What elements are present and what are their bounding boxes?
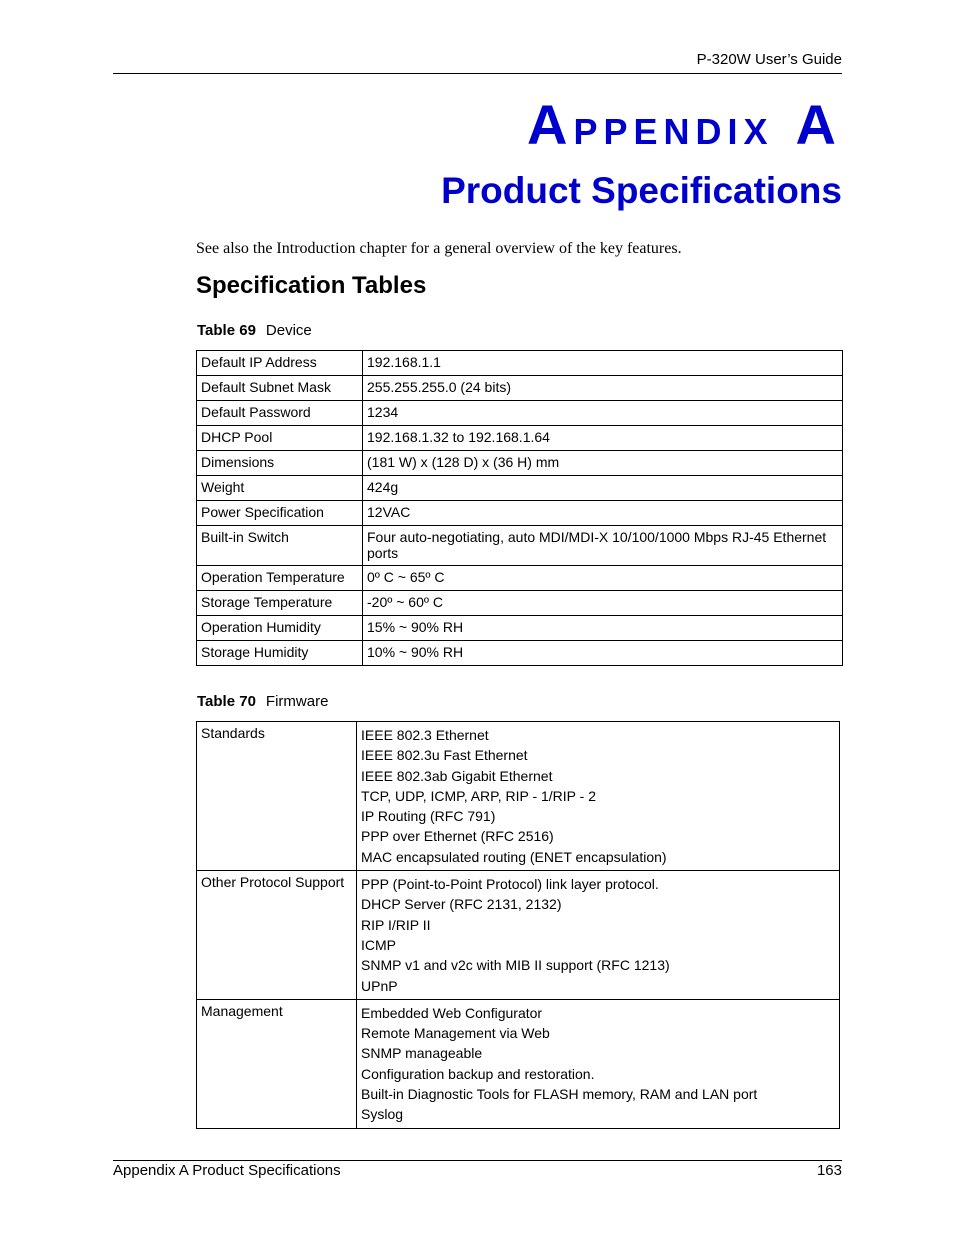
spec-value: 0º C ~ 65º C <box>363 566 843 591</box>
spec-value-item: SNMP v1 and v2c with MIB II support (RFC 1213) <box>361 957 670 974</box>
spec-value-item: Remote Management via Web <box>361 1025 550 1042</box>
spec-value-list <box>357 999 840 1128</box>
spec-label: Operation Humidity <box>197 616 363 641</box>
section-title: Specification Tables <box>196 272 427 299</box>
footer-rule <box>113 1160 842 1161</box>
spec-value-item: UPnP <box>361 977 398 994</box>
spec-value-item: PPP (Point-to-Point Protocol) link layer protocol. <box>361 876 659 893</box>
table-row <box>197 351 843 376</box>
spec-value-item: Embedded Web Configurator <box>361 1004 543 1021</box>
header-guide-title: P-320W User’s Guide <box>696 51 842 68</box>
spec-value: 424g <box>363 476 843 501</box>
spec-value: 255.255.255.0 (24 bits) <box>363 376 843 401</box>
footer-page-number: 163 <box>816 1162 842 1179</box>
spec-value: 192.168.1.32 to 192.168.1.64 <box>363 426 843 451</box>
table-row <box>197 476 843 501</box>
table69-caption-number: Table 69 <box>197 322 256 339</box>
spec-value-item: ICMP <box>361 936 396 953</box>
table69-caption-name: Device <box>265 322 312 339</box>
spec-value-item: Built-in Diagnostic Tools for FLASH memory, RAM and LAN port <box>361 1086 758 1103</box>
spec-label: DHCP Pool <box>197 426 363 451</box>
table-row <box>197 566 843 591</box>
spec-label: Other Protocol Support <box>197 871 357 1000</box>
table-row <box>197 871 840 1000</box>
spec-value-list <box>357 871 840 1000</box>
spec-value-item: SNMP manageable <box>361 1045 483 1062</box>
spec-label: Dimensions <box>197 451 363 476</box>
table-row <box>197 401 843 426</box>
spec-value-item: PPP over Ethernet (RFC 2516) <box>361 828 554 845</box>
footer-chapter-title: Appendix A Product Specifications <box>113 1162 341 1179</box>
table-row <box>197 451 843 476</box>
spec-value-item: IEEE 802.3ab Gigabit Ethernet <box>361 767 553 784</box>
spec-label: Default Password <box>197 401 363 426</box>
spec-label: Management <box>197 999 357 1128</box>
spec-value: 10% ~ 90% RH <box>363 641 843 666</box>
table-row <box>197 376 843 401</box>
table-row <box>197 722 840 871</box>
spec-label: Storage Temperature <box>197 591 363 616</box>
spec-label: Operation Temperature <box>197 566 363 591</box>
appendix-first-letter: A <box>527 93 574 156</box>
spec-label: Standards <box>197 722 357 871</box>
spec-label: Built-in Switch <box>197 526 363 566</box>
table-row <box>197 526 843 566</box>
table70-caption <box>197 693 328 710</box>
spec-value-list <box>357 722 840 871</box>
table70-caption-number: Table 70 <box>197 693 256 710</box>
spec-label: Power Specification <box>197 501 363 526</box>
spec-value-item: IP Routing (RFC 791) <box>361 808 496 825</box>
firmware-spec-table <box>196 721 840 1129</box>
spec-value: Four auto-negotiating, auto MDI/MDI-X 10/100/1000 Mbps RJ-45 Ethernet ports <box>363 526 843 566</box>
spec-value-item: Configuration backup and restoration. <box>361 1065 595 1082</box>
spec-value-item: TCP, UDP, ICMP, ARP, RIP - 1/RIP - 2 <box>361 787 596 804</box>
spec-value: -20º ~ 60º C <box>363 591 843 616</box>
table70-caption-name: Firmware <box>265 693 329 710</box>
table-row <box>197 999 840 1128</box>
appendix-rest: PPENDIX <box>573 111 774 152</box>
chapter-title: Product Specifications <box>441 170 842 211</box>
spec-label: Default Subnet Mask <box>197 376 363 401</box>
spec-value: 192.168.1.1 <box>363 351 843 376</box>
spec-value-item: DHCP Server (RFC 2131, 2132) <box>361 896 562 913</box>
table69-caption <box>197 322 312 339</box>
spec-value-item: RIP I/RIP II <box>361 916 431 933</box>
spec-value-item: Syslog <box>361 1106 404 1123</box>
header-rule <box>113 73 842 74</box>
spec-value: 15% ~ 90% RH <box>363 616 843 641</box>
table-row <box>197 616 843 641</box>
appendix-heading <box>527 93 842 156</box>
table-row <box>197 641 843 666</box>
device-spec-table <box>196 350 843 666</box>
intro-paragraph: See also the Introduction chapter for a general overview of the key features. <box>196 240 682 257</box>
spec-label: Weight <box>197 476 363 501</box>
table-row <box>197 426 843 451</box>
spec-label: Storage Humidity <box>197 641 363 666</box>
table-row <box>197 591 843 616</box>
appendix-letter: A <box>795 93 842 156</box>
spec-label: Default IP Address <box>197 351 363 376</box>
spec-value: (181 W) x (128 D) x (36 H) mm <box>363 451 843 476</box>
spec-value-item: IEEE 802.3 Ethernet <box>361 727 489 743</box>
spec-value-item: IEEE 802.3u Fast Ethernet <box>361 747 528 764</box>
spec-value-item: MAC encapsulated routing (ENET encapsulation) <box>361 848 667 865</box>
spec-value: 1234 <box>363 401 843 426</box>
spec-value: 12VAC <box>363 501 843 526</box>
table-row <box>197 501 843 526</box>
